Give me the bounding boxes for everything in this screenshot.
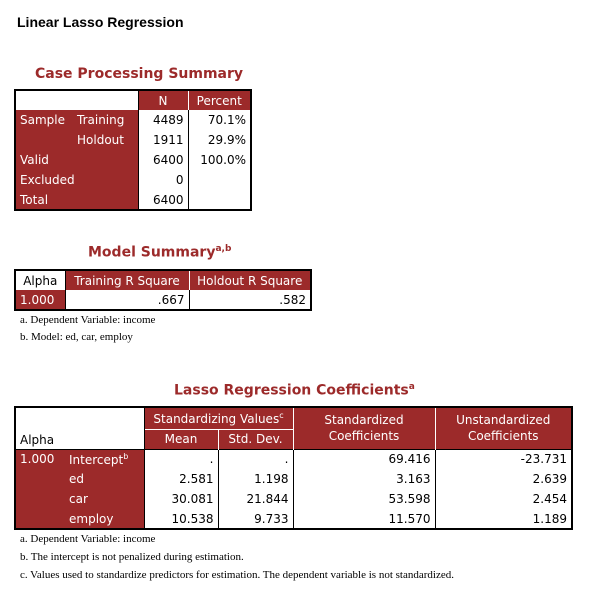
unstandardized-header-line: Unstandardized (456, 413, 551, 428)
cell-value: . (218, 449, 293, 469)
cell-value: 1911 (138, 130, 188, 150)
row-label: 1.000 (15, 290, 65, 310)
cell-value: .667 (65, 290, 189, 310)
term-label: ed (65, 469, 144, 489)
std-values-header-text: Standardizing Values (153, 411, 280, 426)
coefficients-table (14, 406, 573, 530)
cell-value: 10.538 (144, 509, 218, 529)
cell-value: 9.733 (218, 509, 293, 529)
unstandardized-header-line: Coefficients (467, 429, 539, 444)
table-row (15, 290, 311, 310)
column-header: Alpha (15, 270, 65, 290)
cell-value (188, 170, 251, 190)
cell-value: 1.198 (218, 469, 293, 489)
cell-value: 3.163 (293, 469, 435, 489)
cell-value: 4489 (138, 110, 188, 130)
model-summary-title-text: Model Summary (88, 244, 216, 261)
table-row (15, 509, 572, 529)
row-label (15, 130, 73, 150)
footnote: b. Model: ed, car, employ (20, 331, 133, 343)
sd-header: Std. Dev. (218, 429, 293, 449)
row-label: Training (73, 110, 138, 130)
case-processing-title: Case Processing Summary (35, 66, 244, 82)
standardized-header-line: Standardized (324, 413, 404, 428)
table-row (15, 190, 251, 210)
cell-value: 11.570 (293, 509, 435, 529)
row-label: Total (15, 190, 138, 210)
mean-header: Mean (144, 429, 218, 449)
term-label: car (65, 489, 144, 509)
table-corner (15, 90, 138, 110)
column-header: N (138, 90, 188, 110)
table-row (15, 110, 251, 130)
alpha-value: 1.000 (15, 449, 65, 469)
table-row (15, 469, 572, 489)
footnote: c. Values used to standardize predictors for estimation. The dependent variable is not standardized. (20, 569, 454, 581)
cell-value: 2.581 (144, 469, 218, 489)
cell-value: -23.731 (435, 449, 572, 469)
row-label: Holdout (73, 130, 138, 150)
cell-value (188, 190, 251, 210)
alpha-value (15, 469, 65, 489)
page-title: Linear Lasso Regression (17, 14, 184, 30)
term-superscript: b (123, 451, 129, 461)
cell-value: 6400 (138, 150, 188, 170)
row-label: Valid (15, 150, 138, 170)
cell-value: 53.598 (293, 489, 435, 509)
cell-value: . (144, 449, 218, 469)
term-label (65, 449, 144, 469)
cell-value: 6400 (138, 190, 188, 210)
row-label: Excluded (15, 170, 138, 190)
footnote: b. The intercept is not penalized during estimation. (20, 551, 244, 563)
cell-value: 1.189 (435, 509, 572, 529)
cell-value: .582 (189, 290, 311, 310)
row-label: Sample (15, 110, 73, 130)
cell-value: 70.1% (188, 110, 251, 130)
term-label-text: Intercept (69, 452, 124, 467)
term-label: employ (65, 509, 144, 529)
standardized-header (293, 407, 435, 449)
cell-value: 0 (138, 170, 188, 190)
title-superscript: a,b (215, 244, 232, 254)
unstandardized-header (435, 407, 572, 449)
std-values-header (144, 407, 293, 429)
table-row (15, 449, 572, 469)
table-row (15, 489, 572, 509)
column-header: Holdout R Square (189, 270, 311, 290)
column-header: Training R Square (65, 270, 189, 290)
standardized-header-line: Coefficients (328, 429, 400, 444)
table-row (15, 130, 251, 150)
case-processing-table (14, 89, 252, 211)
footnote: a. Dependent Variable: income (20, 314, 156, 326)
model-summary-title (88, 244, 231, 261)
alpha-value (15, 509, 65, 529)
footnote: a. Dependent Variable: income (20, 533, 156, 545)
cell-value: 30.081 (144, 489, 218, 509)
cell-value: 29.9% (188, 130, 251, 150)
model-summary-table (14, 269, 312, 311)
column-header: Percent (188, 90, 251, 110)
cell-value: 2.454 (435, 489, 572, 509)
cell-value: 69.416 (293, 449, 435, 469)
cell-value: 2.639 (435, 469, 572, 489)
table-row (15, 170, 251, 190)
coefficients-title (174, 382, 415, 399)
alpha-value (15, 489, 65, 509)
coefficients-title-text: Lasso Regression Coefficients (174, 382, 409, 399)
cell-value: 100.0% (188, 150, 251, 170)
cell-value: 21.844 (218, 489, 293, 509)
title-superscript: a (408, 382, 415, 392)
alpha-header: Alpha (15, 407, 144, 449)
table-row (15, 150, 251, 170)
header-superscript: c (279, 410, 284, 420)
